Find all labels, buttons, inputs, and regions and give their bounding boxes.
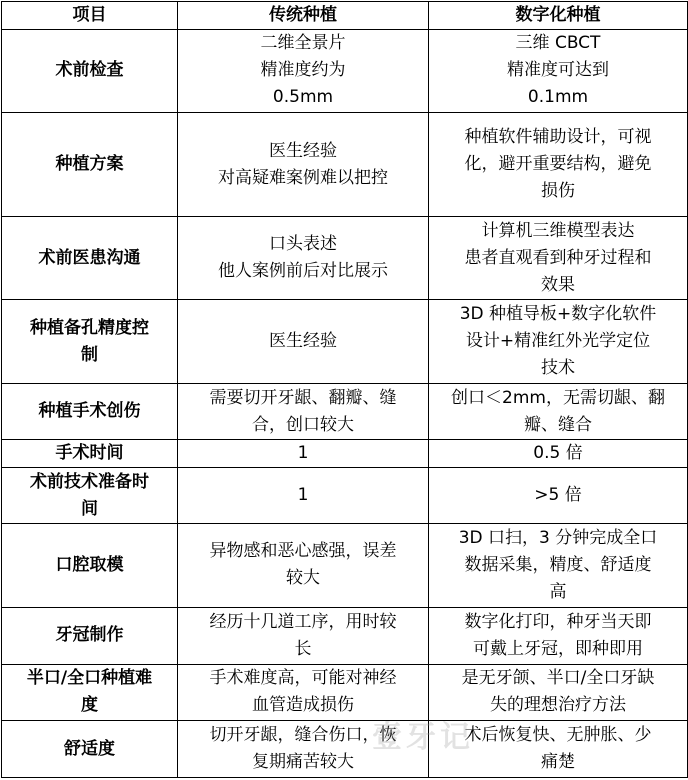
cell-line: 长 (294, 638, 312, 659)
cell-line: 1 (297, 443, 309, 464)
cell-line: 复期痛苦较大 (252, 752, 354, 773)
digital-cell (429, 384, 688, 440)
digital-cell (429, 607, 688, 664)
comparison-table (1, 1, 688, 778)
cell-line: 高 (549, 581, 567, 602)
cell-line: 血管造成损伤 (252, 695, 354, 716)
header-row (2, 2, 688, 30)
cell-line: 医生经验 (269, 140, 337, 161)
cell-line: 口头表述 (269, 234, 337, 255)
cell-line: 计算机三维模型表达 (481, 220, 635, 241)
cell-line: 0.5mm (272, 87, 334, 108)
cell-line: 较大 (286, 568, 320, 589)
traditional-cell (178, 468, 429, 524)
cell-line: 精准度约为 (260, 60, 346, 81)
digital-cell (429, 721, 688, 778)
row-label (2, 300, 178, 384)
cell-line: 是无牙颌、半口/全口牙缺 (461, 668, 655, 689)
digital-cell (429, 664, 688, 721)
cell-line: 口腔取模 (55, 554, 124, 575)
cell-line: 损伤 (541, 181, 575, 202)
cell-line: 异物感和恶心感强，误差 (209, 541, 397, 562)
table-row (2, 664, 688, 721)
cell-line: 3D 种植导板+数字化软件 (459, 304, 657, 325)
table-row (2, 300, 688, 384)
traditional-cell (178, 439, 429, 467)
header-digital: 数字化种植 (429, 2, 688, 30)
row-label (2, 112, 178, 216)
cell-line: 术前检查 (55, 60, 124, 81)
traditional-cell (178, 607, 429, 664)
traditional-cell (178, 112, 429, 216)
cell-line: 三维 CBCT (515, 33, 601, 54)
digital-cell (429, 523, 688, 607)
table-row (2, 384, 688, 440)
cell-line: 瓣、缝合 (524, 414, 592, 435)
cell-line: 数据采集，精度、舒适度 (464, 554, 652, 575)
row-label (2, 30, 178, 113)
digital-cell (429, 300, 688, 384)
table-row (2, 721, 688, 778)
row-label (2, 384, 178, 440)
cell-line: 技术 (541, 358, 575, 379)
cell-line: >5 倍 (534, 485, 582, 506)
cell-line: 效果 (541, 274, 575, 295)
cell-line: 可戴上牙冠，即种即用 (473, 638, 643, 659)
cell-line: 0.5 倍 (533, 443, 583, 464)
traditional-cell (178, 384, 429, 440)
table-row (2, 112, 688, 216)
cell-line: 半口/全口种植难 (26, 668, 153, 689)
cell-line: 术前医患沟通 (38, 247, 141, 268)
watermark: 壹牙记 (372, 720, 474, 755)
cell-line: 切开牙龈，缝合伤口，恢 (209, 725, 397, 746)
cell-line: 制 (81, 344, 98, 365)
cell-line: 0.1mm (527, 87, 589, 108)
cell-line: 设计+精准红外光学定位 (465, 331, 651, 352)
traditional-cell (178, 30, 429, 113)
traditional-cell (178, 664, 429, 721)
cell-line: 痛楚 (541, 752, 575, 773)
cell-line: 术后恢复快、无肿胀、少 (464, 725, 652, 746)
cell-line: 精准度可达到 (507, 60, 609, 81)
row-label (2, 607, 178, 664)
digital-cell (429, 30, 688, 113)
digital-cell (429, 439, 688, 467)
table-body (2, 30, 688, 778)
row-label (2, 468, 178, 524)
cell-line: 舒适度 (64, 738, 115, 759)
cell-line: 间 (81, 498, 98, 519)
cell-line: 患者直观看到种牙过程和 (464, 247, 652, 268)
table-row (2, 217, 688, 300)
traditional-cell (178, 523, 429, 607)
table-row (2, 468, 688, 524)
cell-line: 数字化打印，种牙当天即 (464, 611, 652, 632)
table-row (2, 30, 688, 113)
row-label (2, 721, 178, 778)
table-row (2, 607, 688, 664)
cell-line: 需要切开牙龈、翻瓣、缝 (209, 387, 397, 408)
header-item: 项目 (2, 2, 178, 30)
cell-line: 化，避开重要结构，避免 (464, 154, 652, 175)
cell-line: 合，创口较大 (252, 414, 354, 435)
cell-line: 度 (81, 695, 98, 716)
row-label (2, 664, 178, 721)
cell-line: 他人案例前后对比展示 (218, 261, 388, 282)
cell-line: 3D 口扫，3 分钟完成全口 (458, 527, 658, 548)
cell-line: 手术时间 (55, 443, 124, 464)
cell-line: 种植方案 (55, 154, 124, 175)
cell-line: 创口＜2mm，无需切龈、翻 (451, 387, 665, 408)
row-label (2, 439, 178, 467)
cell-line: 种植备孔精度控 (30, 317, 149, 338)
row-label (2, 523, 178, 607)
traditional-cell (178, 721, 429, 778)
cell-line: 失的理想治疗方法 (490, 695, 626, 716)
table-row (2, 523, 688, 607)
header-traditional: 传统种植 (178, 2, 429, 30)
cell-line: 牙冠制作 (55, 625, 124, 646)
cell-line: 术前技术准备时 (30, 471, 149, 492)
digital-cell (429, 112, 688, 216)
cell-line: 1 (297, 485, 309, 506)
traditional-cell (178, 300, 429, 384)
cell-line: 医生经验 (269, 331, 337, 352)
traditional-cell (178, 217, 429, 300)
row-label (2, 217, 178, 300)
table-row (2, 439, 688, 467)
cell-line: 手术难度高，可能对神经 (209, 668, 397, 689)
cell-line: 种植软件辅助设计，可视 (464, 127, 652, 148)
cell-line: 经历十几道工序，用时较 (209, 611, 397, 632)
digital-cell (429, 217, 688, 300)
cell-line: 二维全景片 (260, 33, 346, 54)
cell-line: 种植手术创伤 (38, 401, 141, 422)
digital-cell (429, 468, 688, 524)
cell-line: 对高疑难案例难以把控 (218, 167, 388, 188)
